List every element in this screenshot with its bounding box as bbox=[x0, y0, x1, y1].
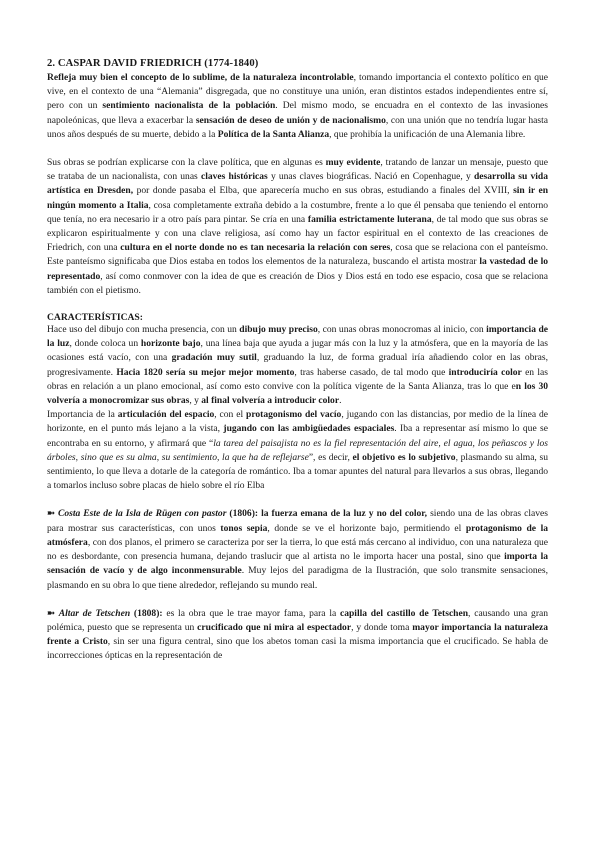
text-run: el objetivo es lo subjetivo bbox=[352, 451, 456, 463]
arrow-bullet-icon: ➼ bbox=[47, 607, 59, 619]
characteristics-heading: CARACTERÍSTICAS: bbox=[47, 312, 143, 324]
text-run: protagonismo de la atmósfera bbox=[47, 522, 549, 548]
paragraph bbox=[47, 507, 548, 592]
text-run: en las obras en relación a un plano emocional, así como esto convive con la política vigente de la Santa Alianza, tras lo que e bbox=[47, 366, 548, 392]
text-run: importancia de la luz bbox=[47, 324, 549, 350]
text-run: y unas claves biográficas. Nació en Copenhague, y bbox=[267, 171, 474, 183]
text-run: , con el bbox=[214, 409, 247, 421]
text-run: . bbox=[339, 395, 342, 407]
text-run: , jugando con las distancias, por medio de la línea de horizonte, en el punto más lejano a la vista, bbox=[47, 409, 548, 435]
text-run: al final volvería a introducir color bbox=[201, 395, 340, 407]
text-run: n los 30 volvería a monocromizar sus obras bbox=[47, 380, 548, 407]
text-run: la fuerza emana de la luz y no del color, bbox=[261, 508, 428, 520]
paragraph-spacer bbox=[47, 298, 548, 312]
arrow-bullet-icon: ➼ bbox=[47, 508, 59, 520]
text-run: gradación muy sutil bbox=[171, 352, 257, 364]
paragraph bbox=[47, 156, 548, 298]
text-run: Hace uso del dibujo con mucha presencia, con un bbox=[47, 324, 240, 336]
text-run: Hacia 1820 sería su mejor mejor momento bbox=[116, 366, 295, 378]
text-run: introduciría color bbox=[448, 366, 522, 378]
text-run: , con unas obras monocromas al inicio, con bbox=[317, 324, 487, 336]
text-run: , una línea baja que ayuda a jugar más con la luz y la atmósfera, que en la mayoría de las ocasiones está vacío, con una bbox=[47, 338, 548, 364]
text-run: . Muy lejos del paradigma de la Ilustración, que solo transmite sensaciones, plasmando en su obra lo que tiene alrededor, reflejando su mundo real. bbox=[47, 565, 548, 591]
text-run: , cosa que se relaciona con el panteísmo. Este panteísmo significaba que Dios estaba en todos los elementos de la naturaleza, buscando el artista mostrar bbox=[47, 242, 548, 268]
text-run: horizonte bajo bbox=[140, 338, 201, 350]
text-run: cultura en el norte donde no es tan necesaria la relación con seres bbox=[120, 242, 391, 254]
text-run: , tras haberse casado, de tal modo que bbox=[294, 366, 449, 378]
text-run: sensación de deseo de unión y de nacionalismo bbox=[195, 114, 386, 126]
text-run: Costa Este de la Isla de Rügen con pastor bbox=[58, 508, 227, 520]
text-run: . Del mismo modo, se encuadra en el contexto de las invasiones napoleónicas, que lleva a exacerbar la bbox=[47, 100, 548, 126]
text-run: muy evidente bbox=[325, 157, 381, 169]
text-run: tonos sepia bbox=[220, 522, 268, 534]
text-run: la vastedad de lo representado bbox=[47, 256, 549, 282]
paragraph bbox=[47, 323, 548, 408]
text-run: , de tal modo que sus obras se explicaron espiritualmente y con una clave religiosa, así como hay un factor espiritual en el contexto de las creaciones de Friedrich, con una bbox=[47, 213, 549, 254]
text-run: por donde pasaba el Elba, que aparecería mucho en sus obras, estudiando a finales del XVIII, bbox=[133, 185, 514, 197]
text-run: articulación del espacio bbox=[117, 409, 215, 421]
text-run: , así como conmover con la idea de que es creación de Dios y Dios está en todo ese espacio, cosa que se relaciona también con el pietismo. bbox=[47, 270, 548, 296]
text-run: , causando una gran polémica, puesto que se representa un bbox=[47, 607, 549, 633]
text-run: Sus obras se podrían explicarse con la clave política, que en algunas es bbox=[47, 157, 326, 169]
text-run: capilla del castillo de Tetschen bbox=[339, 607, 469, 619]
text-run: importa la sensación de vacío y de algo inconmensurable bbox=[47, 551, 548, 577]
text-run: siendo una de las obras claves para mostrar sus características, con unos bbox=[47, 508, 549, 534]
text-run: , con una unión que no tendría lugar hasta unos años después de su muerte, debido a la bbox=[47, 114, 548, 140]
text-run: sentimiento nacionalista de la población bbox=[102, 100, 276, 112]
text-run: desarrolla su vida artística en Dresden, bbox=[47, 171, 549, 197]
section-heading: 2. CASPAR DAVID FRIEDRICH (1774-1840) bbox=[47, 58, 259, 69]
text-run: , y bbox=[189, 395, 202, 407]
text-run: , tomando importancia el contexto político en que vive, en el contexto de una “Alemania” disgregada, que no constituye una unión, eran distintos estados independientes entre sí, pero con un bbox=[47, 72, 548, 112]
text-run: Refleja muy bien el concepto de lo sublime, de la naturaleza incontrolable bbox=[47, 72, 354, 83]
text-run: crucificado que ni mira al espectador bbox=[197, 621, 352, 633]
text-run: protagonismo del vacío bbox=[246, 409, 342, 421]
text-run: , sin ser una figura central, sino que los abetos toman casi la misma importancia que el crucificado. Se habla de incorrecciones ópticas en la representación de bbox=[47, 636, 548, 662]
paragraph-spacer bbox=[47, 593, 548, 607]
paragraph-spacer bbox=[47, 493, 548, 507]
text-run: , que prohibía la unificación de una Alemania libre. bbox=[329, 128, 526, 140]
text-run: sin ir en ningún momento a Italia bbox=[47, 185, 548, 211]
text-run: , tratando de lanzar un mensaje, puesto que se trataba de un nacionalista, con unas bbox=[47, 157, 549, 183]
text-run: , y donde toma bbox=[351, 621, 413, 633]
text-run: (1806): bbox=[226, 508, 262, 520]
text-run: , cosa completamente extraña debido a la costumbre, frente a lo que él pensaba que teniendo el entorno que tenía, no era necesario ir a otro país para pintar. Se cría en una bbox=[47, 199, 548, 225]
text-run: Altar de Tetschen bbox=[58, 607, 131, 619]
text-run: , donde se ve el horizonte bajo, permitiendo el bbox=[267, 522, 466, 534]
text-run: , donde coloca un bbox=[69, 338, 141, 350]
text-run: Importancia de la bbox=[47, 409, 118, 421]
text-run: jugando con las ambigüedades espaciales bbox=[223, 423, 395, 435]
text-run: , con dos planos, el primero se caracteriza por ser la tierra, lo que está más cercano al individuo, con una naturaleza que no es desbordante, con presencia humana, dejando traslucir que al artista no le importa hacer una postal, sino que bbox=[47, 536, 548, 563]
paragraph bbox=[47, 408, 548, 493]
text-run: . Iba a representar así mismo lo que se encontraba en su entorno, y afirmará que “ bbox=[47, 423, 548, 449]
text-run: Política de la Santa Alianza bbox=[217, 128, 330, 140]
paragraph-spacer bbox=[47, 142, 548, 156]
text-run: la tarea del paisajista no es la fiel representación del aire, el agua, los peñascos y los árboles, sino que es su alma, su sentimiento, la que ha de reflejarse bbox=[47, 437, 548, 463]
text-run: es la obra que le trae mayor fama, para la bbox=[166, 607, 340, 619]
text-run: (1808): bbox=[130, 607, 167, 619]
text-run: , graduando la luz, de forma gradual iría añadiendo color en las obras, progresivamente. bbox=[47, 352, 548, 378]
text-run: claves históricas bbox=[200, 171, 268, 183]
text-run: mayor importancia la naturaleza frente a Cristo bbox=[47, 621, 548, 648]
paragraph bbox=[47, 607, 548, 664]
text-run: ”, es decir, bbox=[308, 451, 353, 463]
paragraph bbox=[47, 71, 548, 142]
text-run: , plasmando su alma, su sentimiento, lo que lleva a dotarle de la categoría de romántico. Iba a tomar apuntes del natural para llevarlos a sus obras, llegando a tomarlos incluso sobre placas de hielo sobre el río Elba bbox=[47, 451, 548, 492]
text-run: familia estrictamente luterana bbox=[307, 213, 432, 225]
text-run: dibujo muy preciso bbox=[239, 324, 318, 336]
